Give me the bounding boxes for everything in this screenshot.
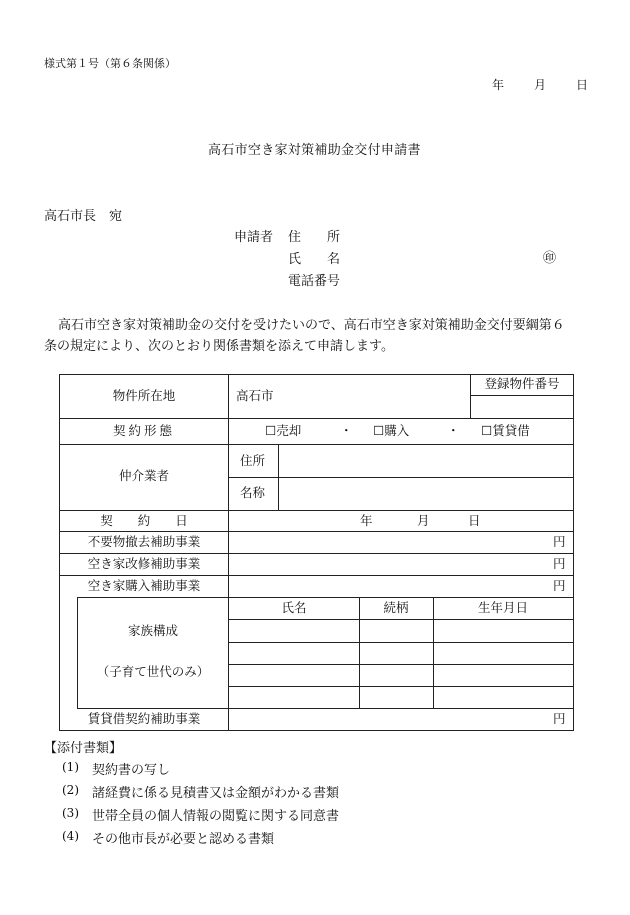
subsidy-removal-label: 不要物撤去補助事業	[87, 534, 201, 549]
attachment-item: 世帯全員の個人情報の閲覧に関する同意書	[92, 809, 340, 824]
attachment-item: その他市長が必要と認める書類	[92, 832, 275, 847]
application-form-table	[59, 374, 573, 730]
attachments-title: 【添付書類】	[44, 741, 123, 756]
rental-subsidy-label: 賃貸借契約補助事業	[87, 711, 201, 726]
broker-name-label: 名称	[240, 485, 266, 500]
subsidy-renovation-unit: 円	[553, 556, 566, 571]
family-note: （子育て世代のみ）	[96, 664, 210, 679]
applicant-address-label: 住 所	[288, 230, 341, 245]
option-lease[interactable]: ☐賃貸借	[481, 423, 530, 438]
body-text-line2: 条の規定により、次のとおり関係書類を添えて申請します。	[44, 339, 394, 354]
seal-mark: ㊞	[543, 251, 557, 266]
family-header-birthdate: 生年月日	[477, 600, 529, 615]
document-title: 高石市空き家対策補助金交付申請書	[208, 143, 421, 158]
attachment-number: (1)	[62, 760, 79, 774]
contract-date-label: 契 約 日	[100, 513, 188, 528]
subsidy-renovation-label: 空き家改修補助事業	[87, 556, 201, 571]
family-label: 家族構成	[127, 623, 179, 638]
contract-form-label: 契約形態	[112, 423, 176, 438]
applicant-phone-label: 電話番号	[288, 274, 341, 289]
broker-address-input[interactable]	[280, 446, 572, 476]
registered-number-input[interactable]	[472, 397, 571, 416]
rental-subsidy-unit: 円	[553, 711, 566, 726]
broker-name-input[interactable]	[280, 479, 572, 509]
date-year-label: 年	[492, 78, 505, 92]
applicant-name-label: 氏 名	[288, 252, 341, 267]
option-purchase[interactable]: ☐購入	[373, 423, 410, 438]
date-day-label: 日	[576, 78, 589, 92]
form-number: 様式第１号（第６条関係）	[44, 57, 176, 70]
family-header-name: 氏名	[281, 600, 307, 615]
contract-month-label: 月	[417, 513, 430, 528]
property-location-label: 物件所在地	[112, 388, 176, 403]
broker-label: 仲介業者	[118, 468, 170, 483]
option-separator-2: ・	[447, 423, 460, 438]
contract-day-label: 日	[468, 513, 481, 528]
applicant-label: 申請者	[234, 230, 274, 245]
option-separator-1: ・	[340, 423, 353, 438]
attachment-number: (3)	[62, 806, 79, 820]
family-header-relation: 続柄	[383, 600, 409, 615]
attachment-item: 諸経費に係る見積書又は金額がわかる書類	[92, 786, 340, 801]
property-location-value: 高石市	[236, 388, 274, 403]
option-sale[interactable]: ☐売却	[265, 423, 302, 438]
subsidy-purchase-label: 空き家購入補助事業	[87, 578, 201, 593]
attachment-number: (2)	[62, 783, 79, 797]
date-month-label: 月	[534, 78, 547, 92]
broker-address-label: 住所	[240, 453, 266, 468]
registered-number-label: 登録物件番号	[484, 376, 560, 391]
attachment-item: 契約書の写し	[92, 763, 171, 778]
body-text-line1: 高石市空き家対策補助金の交付を受けたいので、高石市空き家対策補助金交付要綱第６	[58, 318, 565, 333]
subsidy-purchase-unit: 円	[553, 578, 566, 593]
contract-year-label: 年	[360, 513, 373, 528]
attachment-number: (4)	[62, 829, 79, 843]
subsidy-removal-unit: 円	[553, 534, 566, 549]
addressee: 高石市長 宛	[44, 209, 123, 224]
